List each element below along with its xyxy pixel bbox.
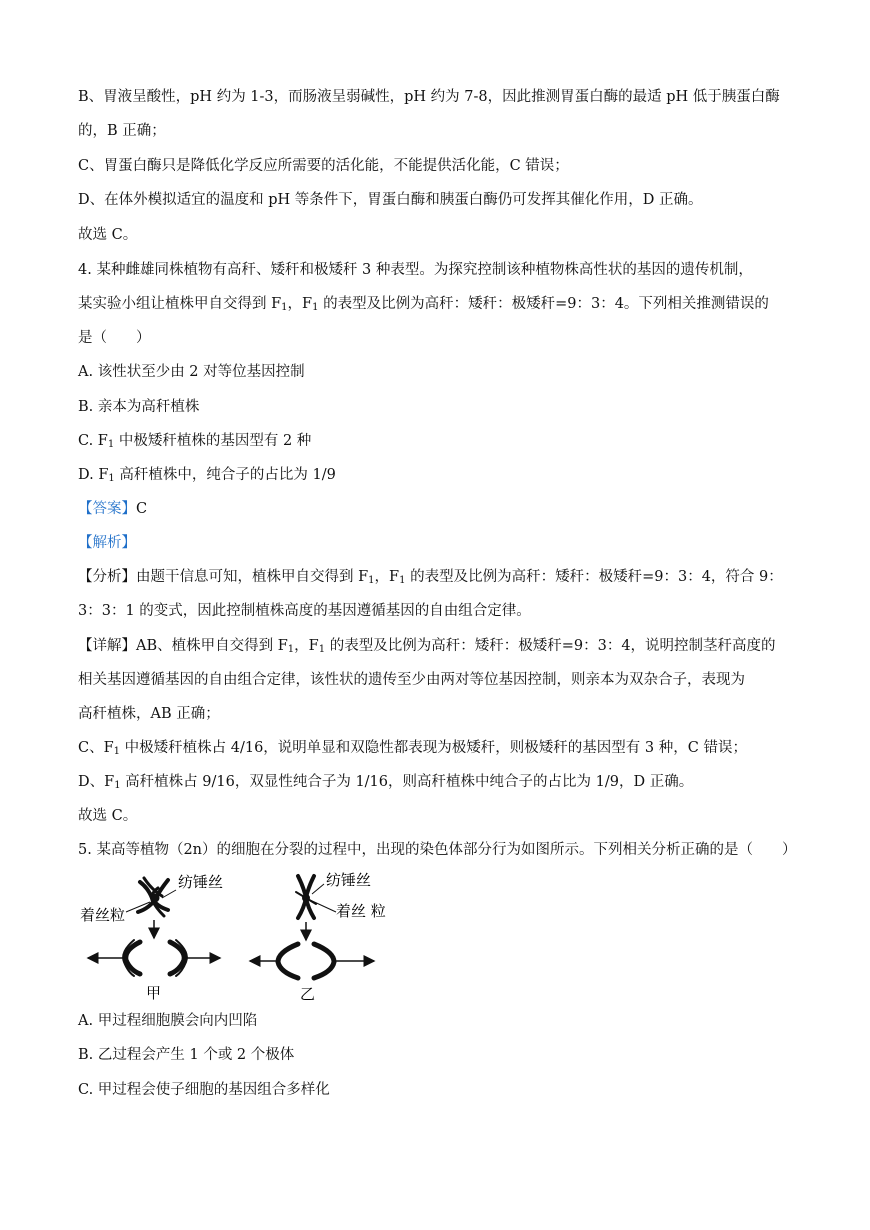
separating-chromosomes-icon xyxy=(123,940,187,976)
chromosome-figure xyxy=(78,868,398,1003)
option-d: D. $F_1$ 高秆植株中，纯合子的占比为 1/9 xyxy=(78,467,336,484)
option-c: C. $F_1$ 中极矮秆植株的基因型有 2 种 xyxy=(78,433,312,450)
option-b: B. 乙过程会产生 1 个或 2 个极体 xyxy=(78,1047,295,1063)
analysis-heading xyxy=(78,533,136,553)
text-line: B、胃液呈酸性，pH 约为 1-3，而肠液呈弱碱性，pH 约为 7-8，因此推测胃蛋白酶的最适 pH 低于胰蛋白酶 xyxy=(78,89,780,105)
text-line: C、$F_1$ 中极矮秆植株占 4/16，说明单显和双隐性都表现为极矮秆，则极矮秆的基因型有 3 种，C 错误； xyxy=(78,740,747,757)
separating-chromatids-icon xyxy=(278,944,334,978)
text-line: 3：3：1 的变式，因此控制植株高度的基因遵循基因的自由组合定律。 xyxy=(78,603,531,619)
answer-line: 【答案】C xyxy=(78,501,148,517)
pointer-line xyxy=(312,884,324,894)
analysis-label: 【解析】 xyxy=(78,535,136,551)
panel-jia xyxy=(80,873,223,1002)
text-line: 【分析】由题干信息可知，植株甲自交得到 $F_1$，$F_1$ 的表型及比例为高秆：矮秆：极矮秆=9：3：4，符合 9： xyxy=(78,569,783,586)
spindle-label: 纺锤丝 xyxy=(326,871,372,889)
pointer-line xyxy=(310,900,336,912)
text-line: D、$F_1$ 高秆植株占 9/16，双显性纯合子为 1/16，则高秆植株中纯合子的占比为 1/9，D 正确。 xyxy=(78,774,694,791)
question-4-stem: 某实验小组让植株甲自交得到 $F_1$，$F_1$ 的表型及比例为高秆：矮秆：极矮秆=9：3：4。下列相关推测错误的 xyxy=(78,296,769,313)
centromere-label: 着丝粒 xyxy=(80,906,126,924)
text-line: 【详解】AB、植株甲自交得到 $F_1$，$F_1$ 的表型及比例为高秆：矮秆：极矮秆=9：3：4，说明控制茎秆高度的 xyxy=(78,638,776,655)
question-4-stem: 是（ ） xyxy=(78,330,151,346)
figure-caption: 甲 xyxy=(146,984,162,1002)
figure-caption: 乙 xyxy=(300,985,316,1003)
centromere-label: 着丝 粒 xyxy=(336,902,386,920)
spindle-label: 纺锤丝 xyxy=(178,873,224,891)
answer-label: 【答案】 xyxy=(78,501,136,517)
pointer-line xyxy=(162,890,176,898)
option-b: B. 亲本为高秆植株 xyxy=(78,399,200,415)
text-line: 故选 C。 xyxy=(78,227,138,243)
question-4-stem: 4. 某种雌雄同株植物有高秆、矮秆和极矮秆 3 种表型。为探究控制该种植物株高性状的基因的遗传机制， xyxy=(78,262,753,278)
text-line: 相关基因遵循基因的自由组合定律，该性状的遗传至少由两对等位基因控制，则亲本为双杂合子，表现为 xyxy=(78,672,745,688)
text-line: C、胃蛋白酶只是降低化学反应所需要的活化能，不能提供活化能，C 错误； xyxy=(78,158,569,174)
option-c: C. 甲过程会使子细胞的基因组合多样化 xyxy=(78,1082,330,1098)
text-line: D、在体外模拟适宜的温度和 pH 等条件下，胃蛋白酶和胰蛋白酶仍可发挥其催化作用，D 正确。 xyxy=(78,192,703,208)
panel-yi xyxy=(250,871,386,1003)
text-line: 的，B 正确； xyxy=(78,123,166,139)
chromosome-dyad-icon xyxy=(296,876,316,918)
question-5-stem: 5. 某高等植物（2n）的细胞在分裂的过程中，出现的染色体部分行为如图所示。下列相关分析正确的是（ ） xyxy=(78,842,797,858)
option-a: A. 甲过程细胞膜会向内凹陷 xyxy=(78,1013,258,1029)
text-line: 高秆植株，AB 正确； xyxy=(78,706,220,722)
text-line: 故选 C。 xyxy=(78,808,138,824)
option-a: A. 该性状至少由 2 对等位基因控制 xyxy=(78,364,305,380)
